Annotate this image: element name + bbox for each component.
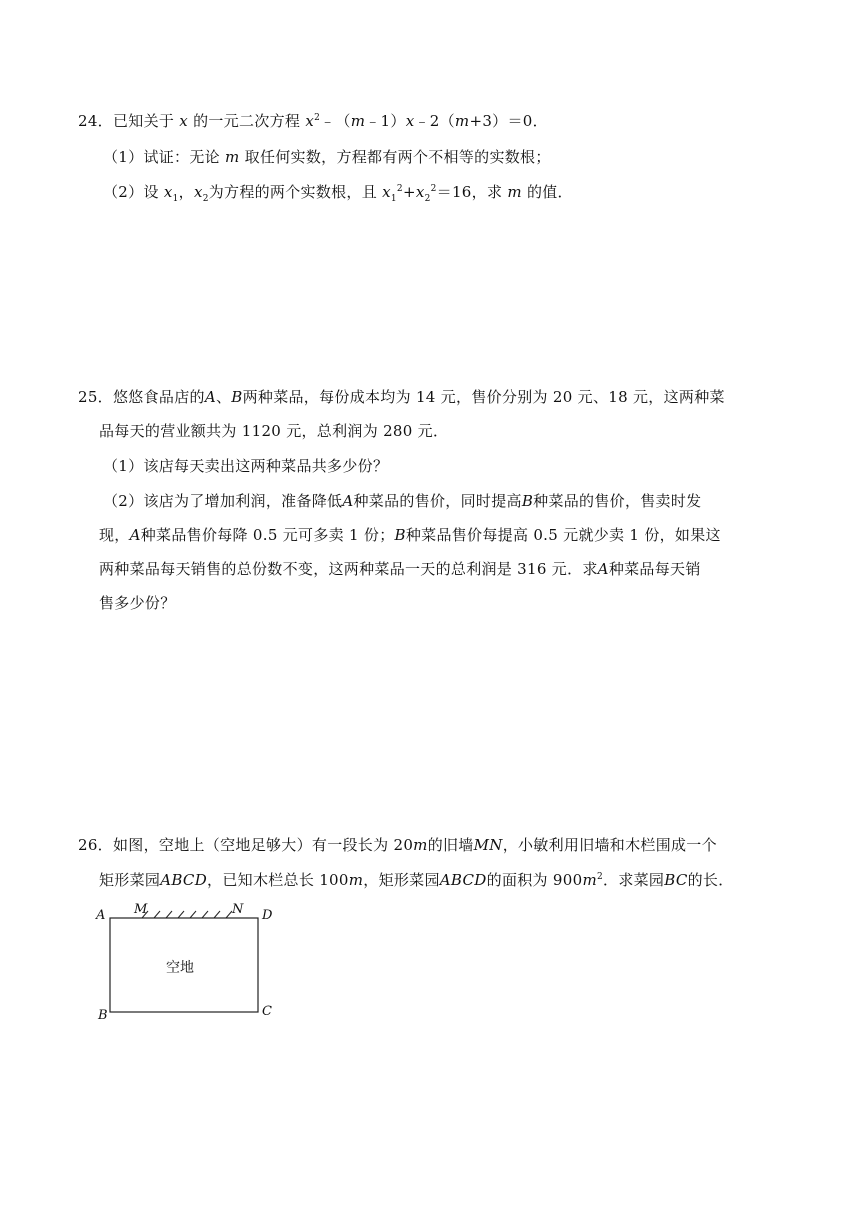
question-25-part-1: （1）该店每天卖出这两种菜品共多少份？ <box>103 457 389 475</box>
garden-figure <box>92 896 292 1031</box>
wall-end-label-n: N <box>232 902 244 917</box>
question-number: 26． <box>78 836 113 854</box>
question-24-part-1: （1）试证：无论 m 取任何实数，方程都有两个不相等的实数根； <box>103 148 551 166</box>
vertex-label-b: B <box>98 1008 108 1023</box>
question-26-stem-cont: 矩形菜园ABCD，已知木栏总长 100m，矩形菜园ABCD的面积为 $900m^2$．求菜园BC的长． <box>99 871 734 889</box>
question-24-stem: 24．已知关于 x 的一元二次方程 $x^2﹣(m﹣1)x﹣2(m+3)=0$． <box>78 112 548 130</box>
question-25-stem-cont: 品每天的营业额共为 1120 元，总利润为 280 元． <box>99 422 449 440</box>
question-26-stem: 26．如图，空地上（空地足够大）有一段长为 20m的旧墙MN，小敏利用旧墙和木栏围成一个 <box>78 836 717 854</box>
question-number: 24． <box>78 112 113 130</box>
question-25-stem: 25．悠悠食品店的A、B两种菜品，每份成本均为 14 元，售价分别为 20 元、18 元，这两种菜 <box>78 388 725 406</box>
question-25-part-2-line-3: 两种菜品每天销售的总份数不变，这两种菜品一天的总利润是 316 元．求A种菜品每天销 <box>99 560 701 578</box>
vertex-label-d: D <box>262 908 273 923</box>
question-25-part-2-line-4: 售多少份？ <box>99 594 176 612</box>
old-wall-hatching <box>142 911 232 918</box>
question-25-part-2-line-2: 现，A种菜品售价每降 0.5 元可多卖 1 份；B种菜品售价每提高 0.5 元就少卖 1 份，如果这 <box>99 526 721 544</box>
question-24-part-2: （2）设 $x_1$，$x_2$为方程的两个实数根，且 $x_1^2+x_2^2=16$，求 m 的值． <box>103 183 573 204</box>
vertex-label-a: A <box>96 908 106 923</box>
question-number: 25． <box>78 388 113 406</box>
vertex-label-c: C <box>262 1004 272 1019</box>
question-25-part-2: （2）该店为了增加利润，准备降低A种菜品的售价，同时提高B种菜品的售价，售卖时发 <box>103 492 702 510</box>
wall-end-label-m: M <box>134 902 148 917</box>
empty-lot-label: 空地 <box>166 960 194 976</box>
